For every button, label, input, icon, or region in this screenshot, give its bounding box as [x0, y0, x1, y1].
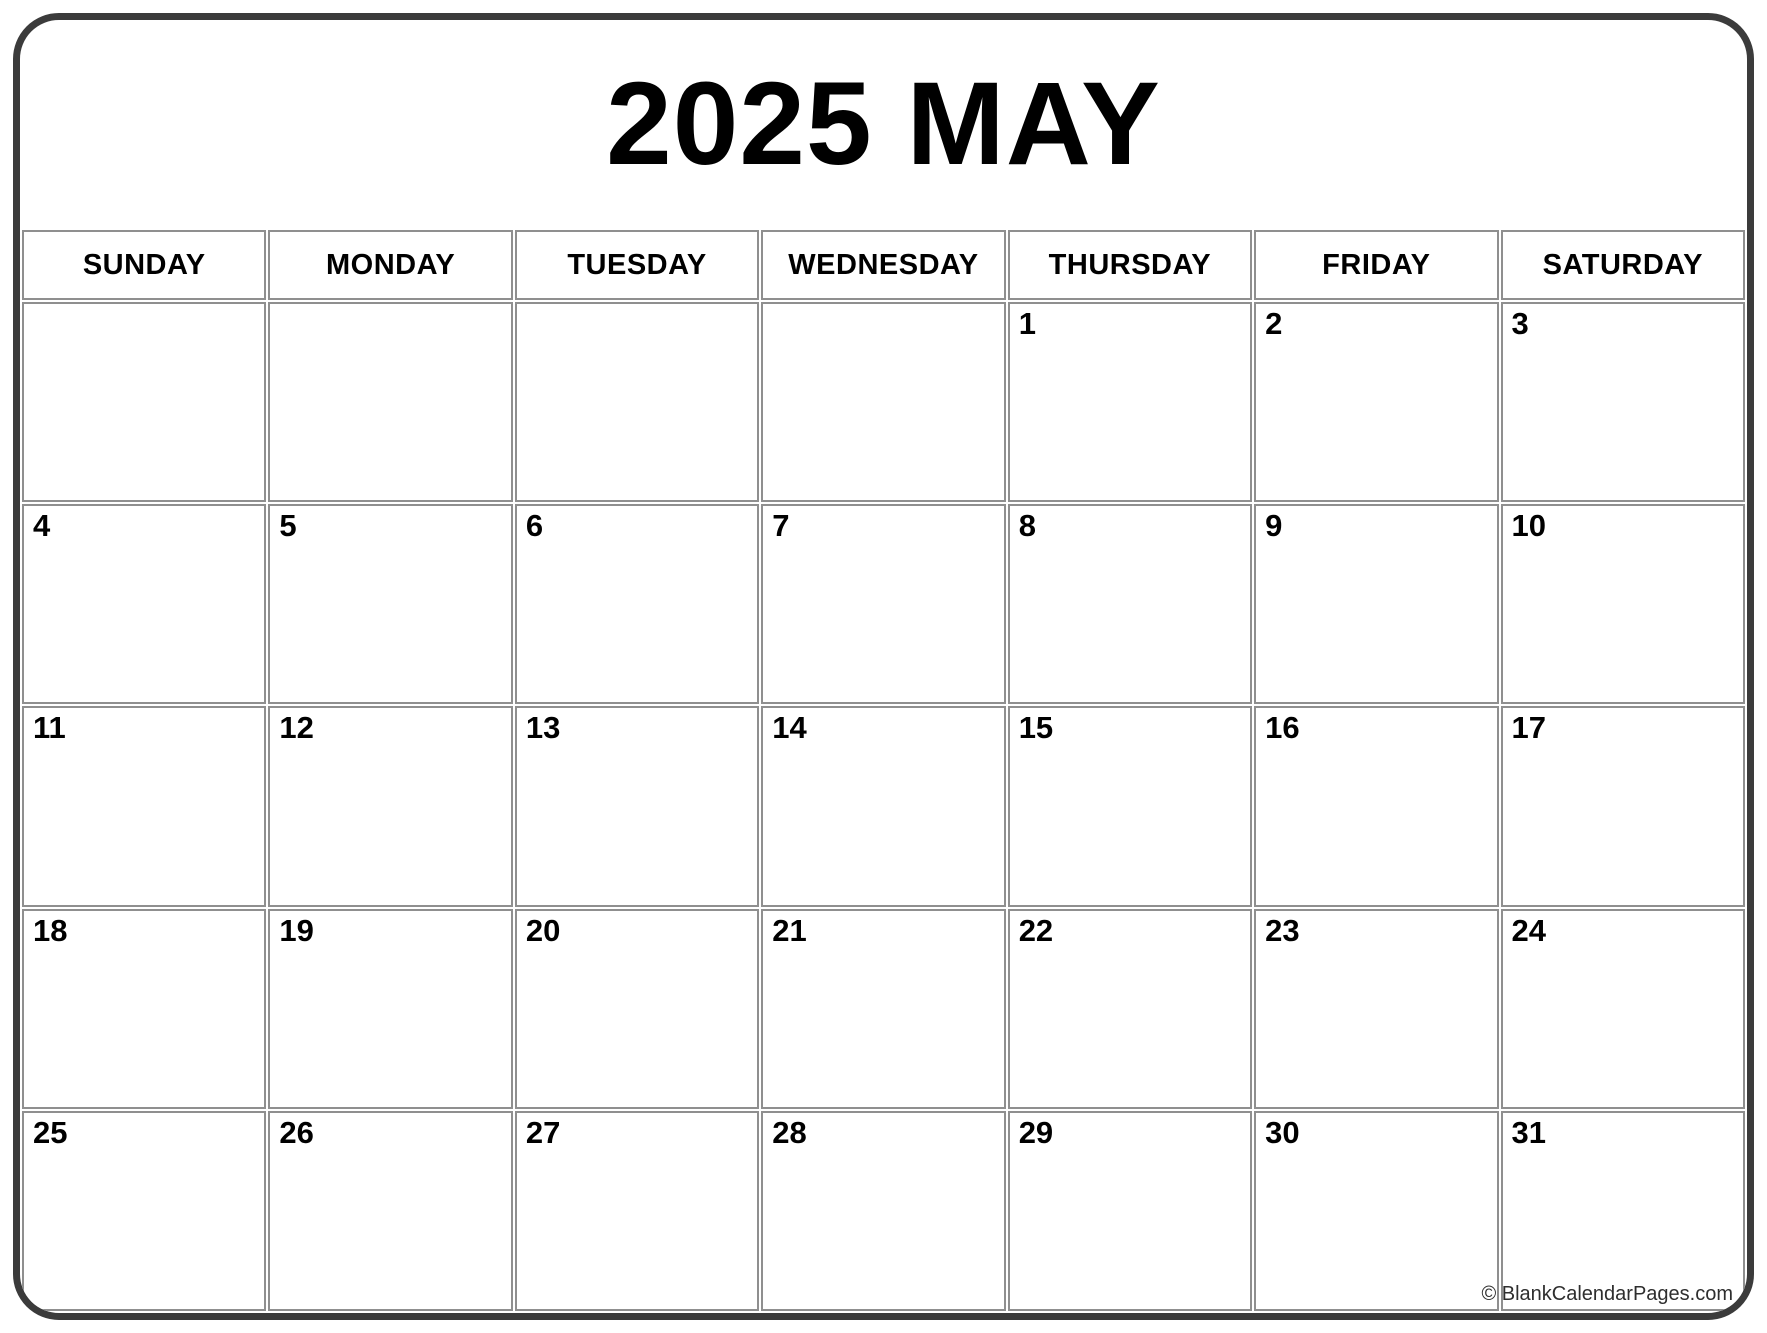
day-number: 30 [1265, 1114, 1300, 1150]
weekday-header-thursday: THURSDAY [1008, 230, 1252, 300]
day-cell [761, 706, 1005, 906]
day-cell [22, 504, 266, 704]
day-cell [1008, 1111, 1252, 1311]
weekday-header-saturday: SATURDAY [1501, 230, 1745, 300]
weekday-header-friday: FRIDAY [1254, 230, 1498, 300]
day-number: 2 [1265, 306, 1283, 341]
day-cell [1254, 706, 1498, 906]
day-number: 19 [279, 912, 314, 948]
calendar-page-frame [13, 13, 1754, 1320]
week-row [22, 1111, 1745, 1311]
day-number: 9 [1265, 508, 1283, 544]
week-row [22, 504, 1745, 704]
day-cell [1254, 302, 1498, 502]
weekday-header-row [22, 230, 1745, 300]
day-cell [1254, 909, 1498, 1109]
weekday-header-wednesday: WEDNESDAY [761, 230, 1005, 300]
day-cell [515, 706, 759, 906]
day-cell [1501, 302, 1745, 502]
day-cell [761, 302, 1005, 502]
day-cell [268, 504, 512, 704]
day-cell [1481, 1111, 1745, 1311]
day-cell [1008, 504, 1252, 704]
day-cell [268, 909, 512, 1109]
week-row [22, 909, 1745, 1109]
weekday-header-sunday: SUNDAY [22, 230, 266, 300]
day-cell [268, 302, 512, 502]
day-number: 16 [1265, 710, 1300, 746]
day-number: 27 [525, 1114, 561, 1150]
day-cell [515, 909, 759, 1109]
copyright-text: © BlankCalendarPages.com [1481, 1283, 1733, 1305]
day-cell [1254, 504, 1498, 704]
weekday-header-tuesday: TUESDAY [515, 230, 759, 300]
week-row [22, 302, 1745, 502]
calendar-grid [20, 228, 1747, 1313]
day-number: 10 [1511, 508, 1547, 544]
day-cell [1501, 706, 1745, 906]
day-cell [761, 504, 1005, 704]
day-number: 31 [1511, 1114, 1547, 1150]
day-number: 14 [772, 710, 807, 746]
day-cell [761, 909, 1005, 1109]
week-row [22, 706, 1745, 906]
day-cell [1501, 909, 1745, 1109]
day-cell [22, 706, 266, 906]
day-number: 1 [1018, 306, 1036, 341]
day-number: 23 [1265, 912, 1300, 948]
calendar-table [20, 228, 1747, 1313]
day-cell [515, 504, 759, 704]
day-cell [22, 302, 266, 502]
page-title: 2025 MAY [606, 58, 1161, 190]
day-cell [1008, 706, 1252, 906]
day-cell [515, 1111, 759, 1311]
day-cell [268, 706, 512, 906]
day-number: 15 [1018, 710, 1054, 746]
day-number: 20 [525, 912, 561, 948]
day-number: 8 [1018, 508, 1036, 544]
day-cell [761, 1111, 1005, 1311]
day-cell [22, 1111, 266, 1311]
day-cell [1008, 909, 1252, 1109]
day-number: 11 [33, 710, 66, 746]
day-number: 6 [525, 508, 544, 544]
day-number: 22 [1018, 912, 1054, 948]
day-number: 28 [772, 1114, 807, 1150]
day-number: 7 [772, 508, 790, 544]
day-cell [1254, 1111, 1498, 1311]
day-number: 25 [33, 1114, 68, 1150]
day-number: 24 [1511, 912, 1547, 948]
day-number: 17 [1511, 710, 1547, 746]
day-number: 4 [33, 508, 51, 544]
day-number: 5 [279, 508, 297, 544]
day-cell [22, 909, 266, 1109]
weekday-header-monday: MONDAY [268, 230, 512, 300]
day-cell [1501, 504, 1745, 704]
day-number: 12 [279, 710, 314, 746]
day-number: 18 [33, 912, 68, 948]
day-cell [268, 1111, 512, 1311]
day-number: 3 [1511, 306, 1529, 341]
day-number: 13 [525, 710, 561, 746]
day-number: 26 [279, 1114, 314, 1150]
day-cell [1008, 302, 1252, 502]
title-band [20, 20, 1747, 228]
day-cell [515, 302, 759, 502]
day-number: 21 [772, 912, 807, 948]
day-number: 29 [1018, 1114, 1054, 1150]
